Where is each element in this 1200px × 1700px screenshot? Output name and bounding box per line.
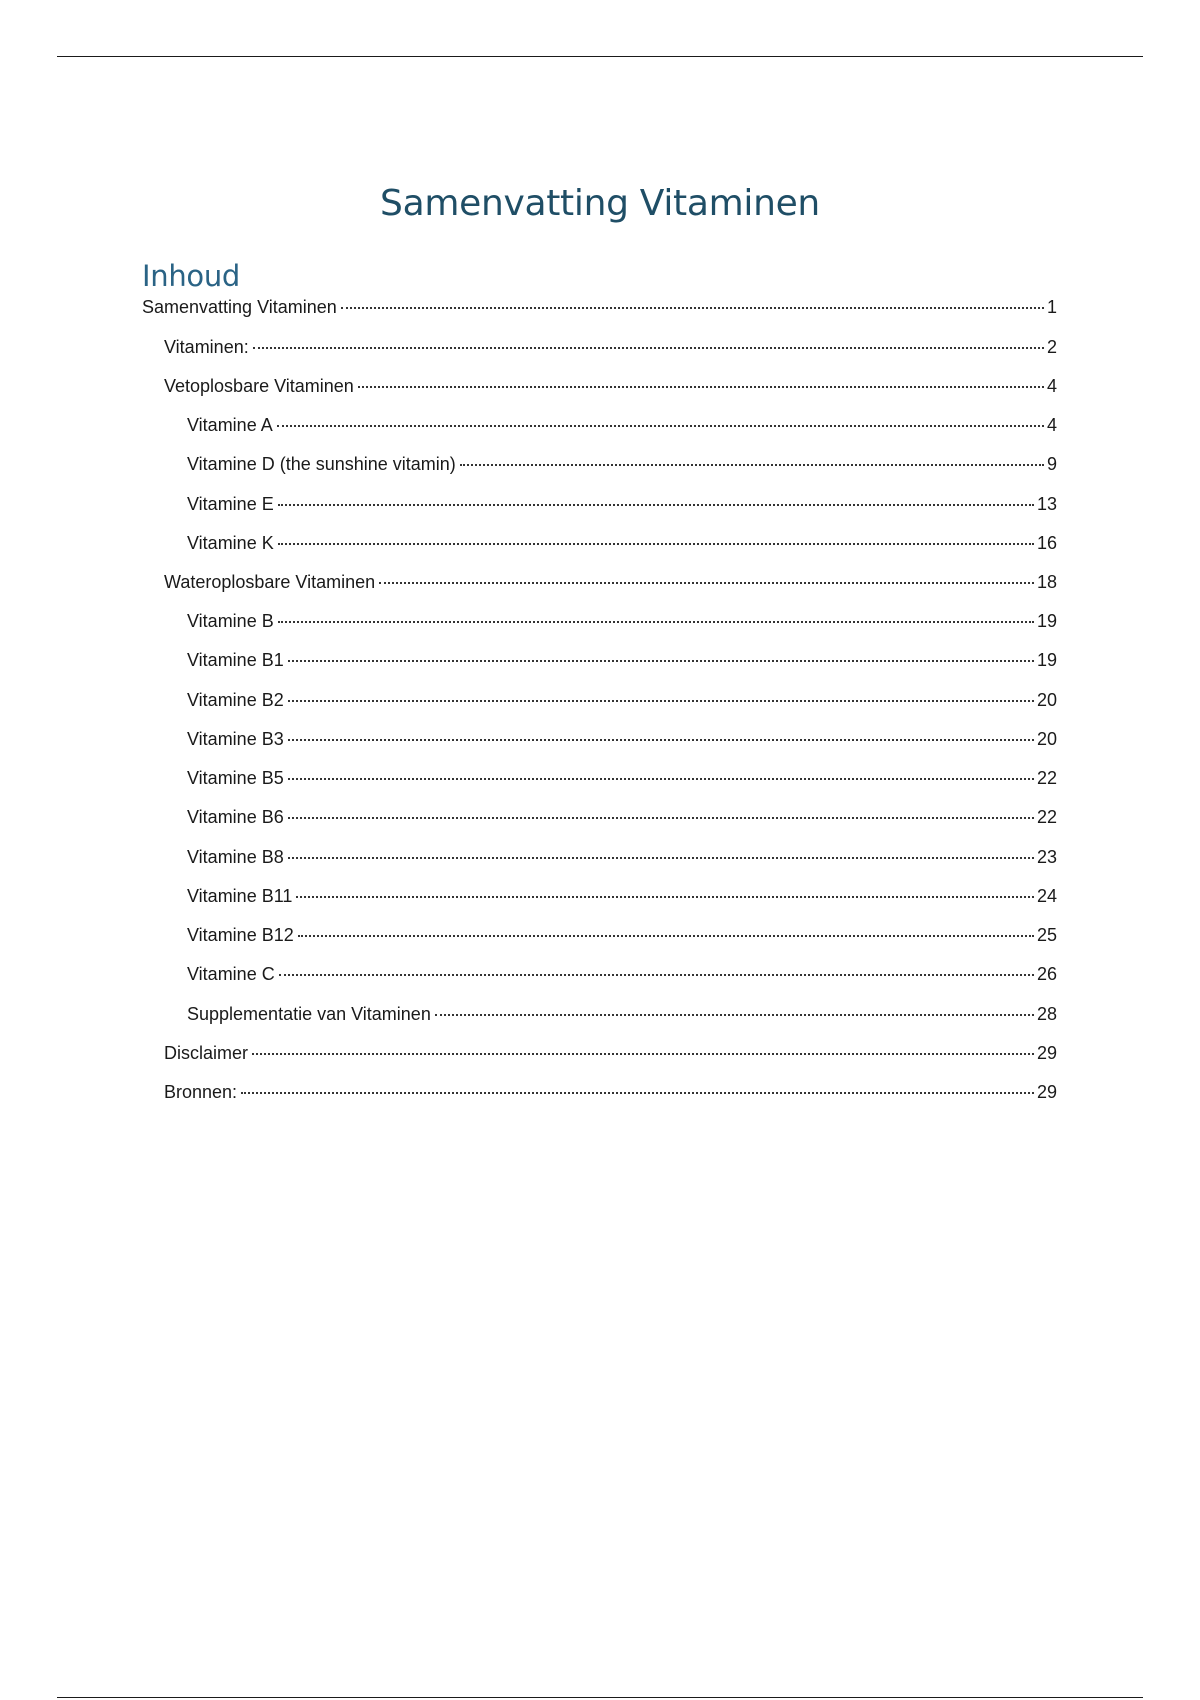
dot-leader <box>279 974 1034 976</box>
toc-entry-page-number: 18 <box>1036 572 1057 592</box>
dot-leader <box>435 1014 1034 1016</box>
toc-entry-label: Vitamine B5 <box>187 768 284 788</box>
toc-entry-page-number: 28 <box>1036 1004 1057 1024</box>
header-rule <box>57 56 1143 57</box>
dot-leader <box>460 464 1044 466</box>
dot-leader <box>288 739 1034 741</box>
toc-entry-label: Vitamine A <box>187 415 273 435</box>
toc-entry-vitamine-b3[interactable] <box>187 726 1057 752</box>
toc-entry-page-number: 1 <box>1046 297 1057 317</box>
toc-entry-label: Vitamine B <box>187 611 274 631</box>
dot-leader <box>298 935 1034 937</box>
toc-entry-page-number: 24 <box>1036 886 1057 906</box>
toc-entry-page-number: 20 <box>1036 729 1057 749</box>
toc-entry-page-number: 4 <box>1046 415 1057 435</box>
toc-entry-page-number: 29 <box>1036 1043 1057 1063</box>
toc-entry-vitamine-b1[interactable] <box>187 647 1057 673</box>
toc-entry-page-number: 13 <box>1036 494 1057 514</box>
toc-entry-label: Vitamine C <box>187 964 275 984</box>
toc-entry-label: Vetoplosbare Vitaminen <box>164 376 354 396</box>
toc-entry-label: Vitamine E <box>187 494 274 514</box>
dot-leader <box>288 700 1034 702</box>
dot-leader <box>277 425 1044 427</box>
toc-entry-label: Vitamine B6 <box>187 807 284 827</box>
toc-entry-label: Vitamine B12 <box>187 925 294 945</box>
footer-rule <box>57 1697 1143 1698</box>
dot-leader <box>288 660 1034 662</box>
dot-leader <box>288 857 1034 859</box>
toc-entry-label: Vitamine K <box>187 533 274 553</box>
dot-leader <box>296 896 1034 898</box>
toc-entry-vitamine-d[interactable] <box>187 451 1057 477</box>
toc-entry-vitamine-b11[interactable] <box>187 883 1057 909</box>
toc-entry-label: Supplementatie van Vitaminen <box>187 1004 431 1024</box>
toc-entry-label: Disclaimer <box>164 1043 249 1063</box>
toc-heading: Inhoud <box>142 259 241 293</box>
toc-entry-page-number: 26 <box>1036 964 1057 984</box>
toc-entry-label: Samenvatting Vitaminen <box>142 297 337 317</box>
toc-entry-page-number: 23 <box>1036 847 1057 867</box>
toc-entry-vetoplosbare-vitaminen[interactable] <box>164 373 1057 399</box>
toc-entry-vitamine-e[interactable] <box>187 491 1057 517</box>
toc-entry-label: Bronnen: <box>164 1082 238 1102</box>
toc-entry-bronnen[interactable] <box>164 1079 1057 1105</box>
toc-entry-page-number: 22 <box>1036 768 1057 788</box>
toc-entry-label: Vitamine D (the sunshine vitamin) <box>187 454 456 474</box>
toc-entry-vitamine-b2[interactable] <box>187 687 1057 713</box>
toc-entry-vitamine-b6[interactable] <box>187 804 1057 830</box>
toc-entry-vitamine-b5[interactable] <box>187 765 1057 791</box>
toc-entry-samenvatting-vitaminen[interactable] <box>142 294 1057 320</box>
toc-entry-vitamine-b8[interactable] <box>187 844 1057 870</box>
dot-leader <box>379 582 1034 584</box>
toc-entry-page-number: 19 <box>1036 650 1057 670</box>
dot-leader <box>278 543 1034 545</box>
toc-entry-label: Vitamine B1 <box>187 650 284 670</box>
toc-entry-page-number: 2 <box>1046 337 1057 357</box>
toc-entry-page-number: 29 <box>1036 1082 1057 1102</box>
dot-leader <box>253 347 1044 349</box>
toc-entry-vitamine-c[interactable] <box>187 961 1057 987</box>
toc-entry-page-number: 22 <box>1036 807 1057 827</box>
dot-leader <box>278 504 1034 506</box>
dot-leader <box>288 817 1034 819</box>
toc-entry-page-number: 4 <box>1046 376 1057 396</box>
toc-entry-label: Vitamine B3 <box>187 729 284 749</box>
toc-entry-vitamine-a[interactable] <box>187 412 1057 438</box>
dot-leader <box>288 778 1034 780</box>
dot-leader <box>241 1092 1034 1094</box>
dot-leader <box>278 621 1034 623</box>
toc-entry-disclaimer[interactable] <box>164 1040 1057 1066</box>
toc-entry-page-number: 19 <box>1036 611 1057 631</box>
toc-entry-page-number: 9 <box>1046 454 1057 474</box>
toc-entry-label: Vitamine B8 <box>187 847 284 867</box>
toc-entry-page-number: 20 <box>1036 690 1057 710</box>
dot-leader <box>358 386 1044 388</box>
toc-entry-vitaminen[interactable] <box>164 334 1057 360</box>
toc-entry-label: Vitaminen: <box>164 337 249 357</box>
dot-leader <box>252 1053 1034 1055</box>
toc-entry-label: Vitamine B2 <box>187 690 284 710</box>
dot-leader <box>341 307 1044 309</box>
toc-entry-label: Vitamine B11 <box>187 886 293 906</box>
toc-entry-vitamine-b[interactable] <box>187 608 1057 634</box>
toc-entry-page-number: 25 <box>1036 925 1057 945</box>
toc-entry-page-number: 16 <box>1036 533 1057 553</box>
toc-entry-wateroplosbare-vitaminen[interactable] <box>164 569 1057 595</box>
toc-entry-supplementatie[interactable] <box>187 1001 1057 1027</box>
toc-entry-vitamine-k[interactable] <box>187 530 1057 556</box>
toc-entry-label: Wateroplosbare Vitaminen <box>164 572 376 592</box>
toc-entry-vitamine-b12[interactable] <box>187 922 1057 948</box>
document-title: Samenvatting Vitaminen <box>380 183 820 224</box>
